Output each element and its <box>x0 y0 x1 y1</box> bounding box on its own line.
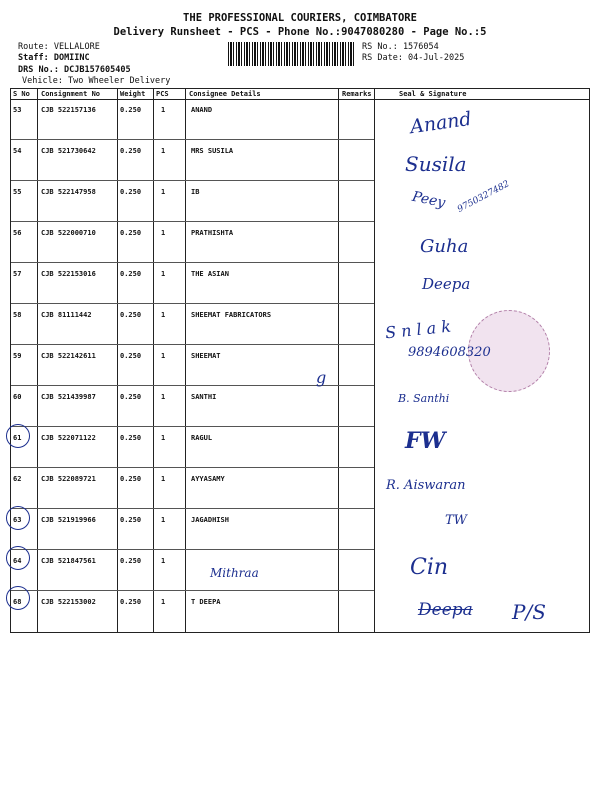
row-divider <box>11 221 338 222</box>
row-weight: 0.250 <box>120 434 142 442</box>
signature-53: Anand <box>408 107 473 139</box>
row-consignment: CJB 81111442 <box>41 311 92 319</box>
company-title: THE PROFESSIONAL COURIERS, COIMBATORE <box>183 12 417 24</box>
signature-55-phone: 9750327482 <box>456 179 512 215</box>
circle-mark-63 <box>6 506 30 530</box>
row-consignee: MRS SUSILA <box>191 147 234 155</box>
row-sno: 63 <box>13 516 22 524</box>
circle-mark-61 <box>6 424 30 448</box>
rs-date: RS Date: 04-Jul-2025 <box>362 53 465 63</box>
row-pcs: 1 <box>161 557 166 565</box>
remarks-divider <box>338 549 374 550</box>
staff <box>18 53 90 63</box>
row-consignment: CJB 521439987 <box>41 393 96 401</box>
signature-64: Cin <box>410 555 449 580</box>
remarks-divider <box>338 221 374 222</box>
row-sno: 57 <box>13 270 22 278</box>
row-pcs: 1 <box>161 434 166 442</box>
signature-68: Deepa <box>418 600 473 620</box>
row-sno: 56 <box>13 229 22 237</box>
col-consignment: Consignment No <box>41 90 101 98</box>
row-divider <box>11 467 338 468</box>
col-sno: S No <box>13 90 30 98</box>
row-consignee: T DEEPA <box>191 598 221 606</box>
remarks-divider <box>338 426 374 427</box>
vehicle: Vehicle: Two Wheeler Delivery <box>22 76 171 86</box>
rs-number: RS No.: 1576054 <box>362 42 439 52</box>
row-weight: 0.250 <box>120 557 142 565</box>
row-consignment: CJB 521730642 <box>41 147 96 155</box>
row-sno: 68 <box>13 598 22 606</box>
row-pcs: 1 <box>161 311 166 319</box>
row-pcs: 1 <box>161 270 166 278</box>
row-consignee: RAGUL <box>191 434 213 442</box>
staff-value: DOMIINC <box>53 53 90 63</box>
row-sno: 58 <box>13 311 22 319</box>
row-consignment: CJB 521847561 <box>41 557 96 565</box>
row-sno: 60 <box>13 393 22 401</box>
row-pcs: 1 <box>161 475 166 483</box>
row-weight: 0.250 <box>120 147 142 155</box>
col-remarks: Remarks <box>342 90 372 98</box>
signature-60: B. Santhi <box>398 392 450 405</box>
row-pcs: 1 <box>161 352 166 360</box>
row-sno: 64 <box>13 557 22 565</box>
row-consignment: CJB 522089721 <box>41 475 96 483</box>
row-consignee: SHEEMAT <box>191 352 221 360</box>
remarks-divider <box>338 303 374 304</box>
signature-58: S n l a k <box>384 316 452 343</box>
row-divider <box>11 139 338 140</box>
col-consignee: Consignee Details <box>189 90 261 98</box>
mark-59: g <box>316 368 327 387</box>
row-divider <box>11 303 338 304</box>
signature-68-extra: P/S <box>512 600 546 624</box>
remarks-divider <box>338 385 374 386</box>
remarks-divider <box>338 139 374 140</box>
row-divider <box>11 549 338 550</box>
row-sno: 61 <box>13 434 22 442</box>
row-pcs: 1 <box>161 516 166 524</box>
row-weight: 0.250 <box>120 516 142 524</box>
route: Route: VELLALORE <box>18 42 100 52</box>
row-weight: 0.250 <box>120 106 142 114</box>
circle-mark-64 <box>6 546 30 570</box>
row-weight: 0.250 <box>120 188 142 196</box>
row-pcs: 1 <box>161 598 166 606</box>
row-divider <box>11 385 338 386</box>
col-pcs: PCS <box>156 90 169 98</box>
row-consignment: CJB 522153002 <box>41 598 96 606</box>
signature-58-phone: 9894608320 <box>408 345 491 360</box>
row-consignment: CJB 522071122 <box>41 434 96 442</box>
row-pcs: 1 <box>161 393 166 401</box>
row-sno: 59 <box>13 352 22 360</box>
signature-55: Peey <box>410 188 447 212</box>
row-consignee: ANAND <box>191 106 213 114</box>
row-sno: 62 <box>13 475 22 483</box>
row-pcs: 1 <box>161 229 166 237</box>
barcode <box>228 42 356 66</box>
remarks-divider <box>338 590 374 591</box>
signature-56: Guha <box>420 236 469 257</box>
row-consignment: CJB 522142611 <box>41 352 96 360</box>
row-pcs: 1 <box>161 147 166 155</box>
row-weight: 0.250 <box>120 311 142 319</box>
staff-label: Staff: <box>18 53 54 63</box>
row-divider <box>11 180 338 181</box>
col-signature: Seal & Signature <box>399 90 467 98</box>
signature-62: R. Aiswaran <box>386 478 466 493</box>
handwritten-name-64: Mithraa <box>210 566 259 580</box>
remarks-divider <box>338 508 374 509</box>
row-pcs: 1 <box>161 106 166 114</box>
row-consignee: JAGADHISH <box>191 516 229 524</box>
col-weight: Weight <box>120 90 146 98</box>
row-weight: 0.250 <box>120 393 142 401</box>
row-divider <box>11 590 338 591</box>
row-weight: 0.250 <box>120 270 142 278</box>
row-weight: 0.250 <box>120 229 142 237</box>
row-consignee: SANTHI <box>191 393 217 401</box>
row-weight: 0.250 <box>120 352 142 360</box>
circle-mark-68 <box>6 586 30 610</box>
row-weight: 0.250 <box>120 475 142 483</box>
row-sno: 53 <box>13 106 22 114</box>
signature-63: TW <box>445 513 468 528</box>
row-weight: 0.250 <box>120 598 142 606</box>
row-consignment: CJB 522153016 <box>41 270 96 278</box>
row-pcs: 1 <box>161 188 166 196</box>
row-consignee: AYYASAMY <box>191 475 225 483</box>
row-consignee: THE ASIAN <box>191 270 229 278</box>
signature-61: FW <box>405 428 446 454</box>
row-consignment: CJB 522000710 <box>41 229 96 237</box>
row-divider <box>11 508 338 509</box>
runsheet-subtitle: Delivery Runsheet - PCS - Phone No.:9047080280 - Page No.:5 <box>113 26 487 38</box>
row-consignee: PRATHISHTA <box>191 229 234 237</box>
remarks-divider <box>338 262 374 263</box>
row-consignee: IB <box>191 188 200 196</box>
row-divider <box>11 426 338 427</box>
row-divider <box>11 344 338 345</box>
signature-54: Susila <box>405 152 467 176</box>
row-consignment: CJB 522147958 <box>41 188 96 196</box>
remarks-divider <box>338 467 374 468</box>
row-consignee: SHEEMAT FABRICATORS <box>191 311 272 319</box>
remarks-divider <box>338 344 374 345</box>
row-sno: 54 <box>13 147 22 155</box>
row-consignment: CJB 521919966 <box>41 516 96 524</box>
row-consignment: CJB 522157136 <box>41 106 96 114</box>
drs-number: DRS No.: DCJB157605405 <box>18 65 131 75</box>
signature-57: Deepa <box>422 275 471 293</box>
remarks-divider <box>338 180 374 181</box>
row-divider <box>11 262 338 263</box>
row-sno: 55 <box>13 188 22 196</box>
